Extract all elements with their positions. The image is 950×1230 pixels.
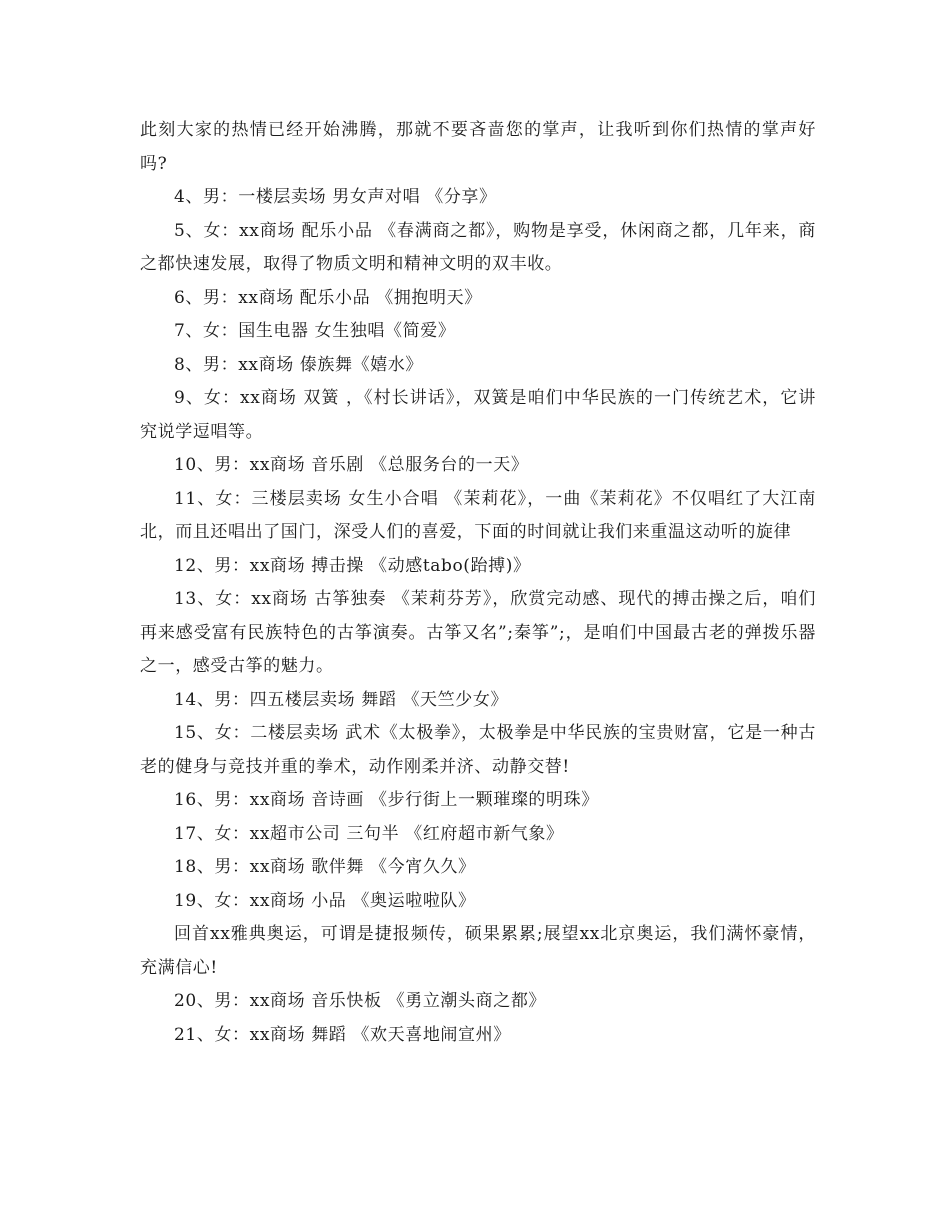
program-item-20: 20、男：xx商场 音乐快板 《勇立潮头商之都》: [174, 991, 547, 1011]
program-item-11: 11、女：三楼层卖场 女生小合唱 《茉莉花》，一曲《茉莉花》不仅唱红了大江南北，而且还唱出了国门，深受人们的喜爱，下面的时间就让我们来重温这动听的旋律: [140, 488, 816, 542]
program-item-12: 12、男：xx商场 搏击操 《动感tabo(跆搏)》: [174, 555, 531, 576]
program-item-7: 7、女：国生电器 女生独唱《简爱》: [174, 321, 456, 341]
program-item-6: 6、男：xx商场 配乐小品 《拥抱明天》: [174, 287, 482, 308]
program-item-5: 5、女：xx商场 配乐小品 《春满商之都》，购物是享受，休闲商之都，几年来，商之都快速发展，取得了物质文明和精神文明的双丰收。: [140, 220, 816, 274]
paragraph-olympics: 回首xx雅典奥运，可谓是捷报频传，硕果累累;展望xx北京奥运，我们满怀豪情，充满信心!: [140, 924, 816, 978]
paragraph-intro: 此刻大家的热情已经开始沸腾，那就不要吝啬您的掌声，让我听到你们热情的掌声好吗?: [140, 120, 816, 174]
program-item-17: 17、女：xx超市公司 三句半 《红府超市新气象》: [174, 823, 564, 844]
program-item-18: 18、男：xx商场 歌伴舞 《今宵久久》: [174, 857, 476, 877]
program-item-8: 8、男：xx商场 傣族舞《嬉水》: [174, 354, 423, 375]
program-item-21: 21、女：xx商场 舞蹈 《欢天喜地闹宣州》: [174, 1024, 511, 1045]
program-item-4: 4、男：一楼层卖场 男女声对唱 《分享》: [174, 187, 497, 207]
program-item-15: 15、女：二楼层卖场 武术《太极拳》，太极拳是中华民族的宝贵财富，它是一种古老的健身与竞技并重的拳术，动作刚柔并济、动静交替!: [140, 723, 816, 777]
document-page: [140, 114, 816, 1052]
program-item-10: 10、男：xx商场 音乐剧 《总服务台的一天》: [174, 455, 529, 475]
program-item-19: 19、女：xx商场 小品 《奥运啦啦队》: [174, 890, 476, 911]
program-item-9: 9、女：xx商场 双簧 ，《村长讲话》，双簧是咱们中华民族的一门传统艺术，它讲究说学逗唱等。: [140, 388, 816, 442]
program-item-14: 14、男：四五楼层卖场 舞蹈 《天竺少女》: [174, 689, 509, 710]
program-item-13: 13、女：xx商场 古筝独奏 《茉莉芬芳》，欣赏完动感、现代的搏击操之后，咱们再来感受富有民族特色的古筝演奏。古筝又名”;秦筝”;，是咱们中国最古老的弹拨乐器之一，感受古筝的魅力。: [140, 589, 816, 676]
program-item-16: 16、男：xx商场 音诗画 《步行街上一颗璀璨的明珠》: [174, 790, 599, 810]
